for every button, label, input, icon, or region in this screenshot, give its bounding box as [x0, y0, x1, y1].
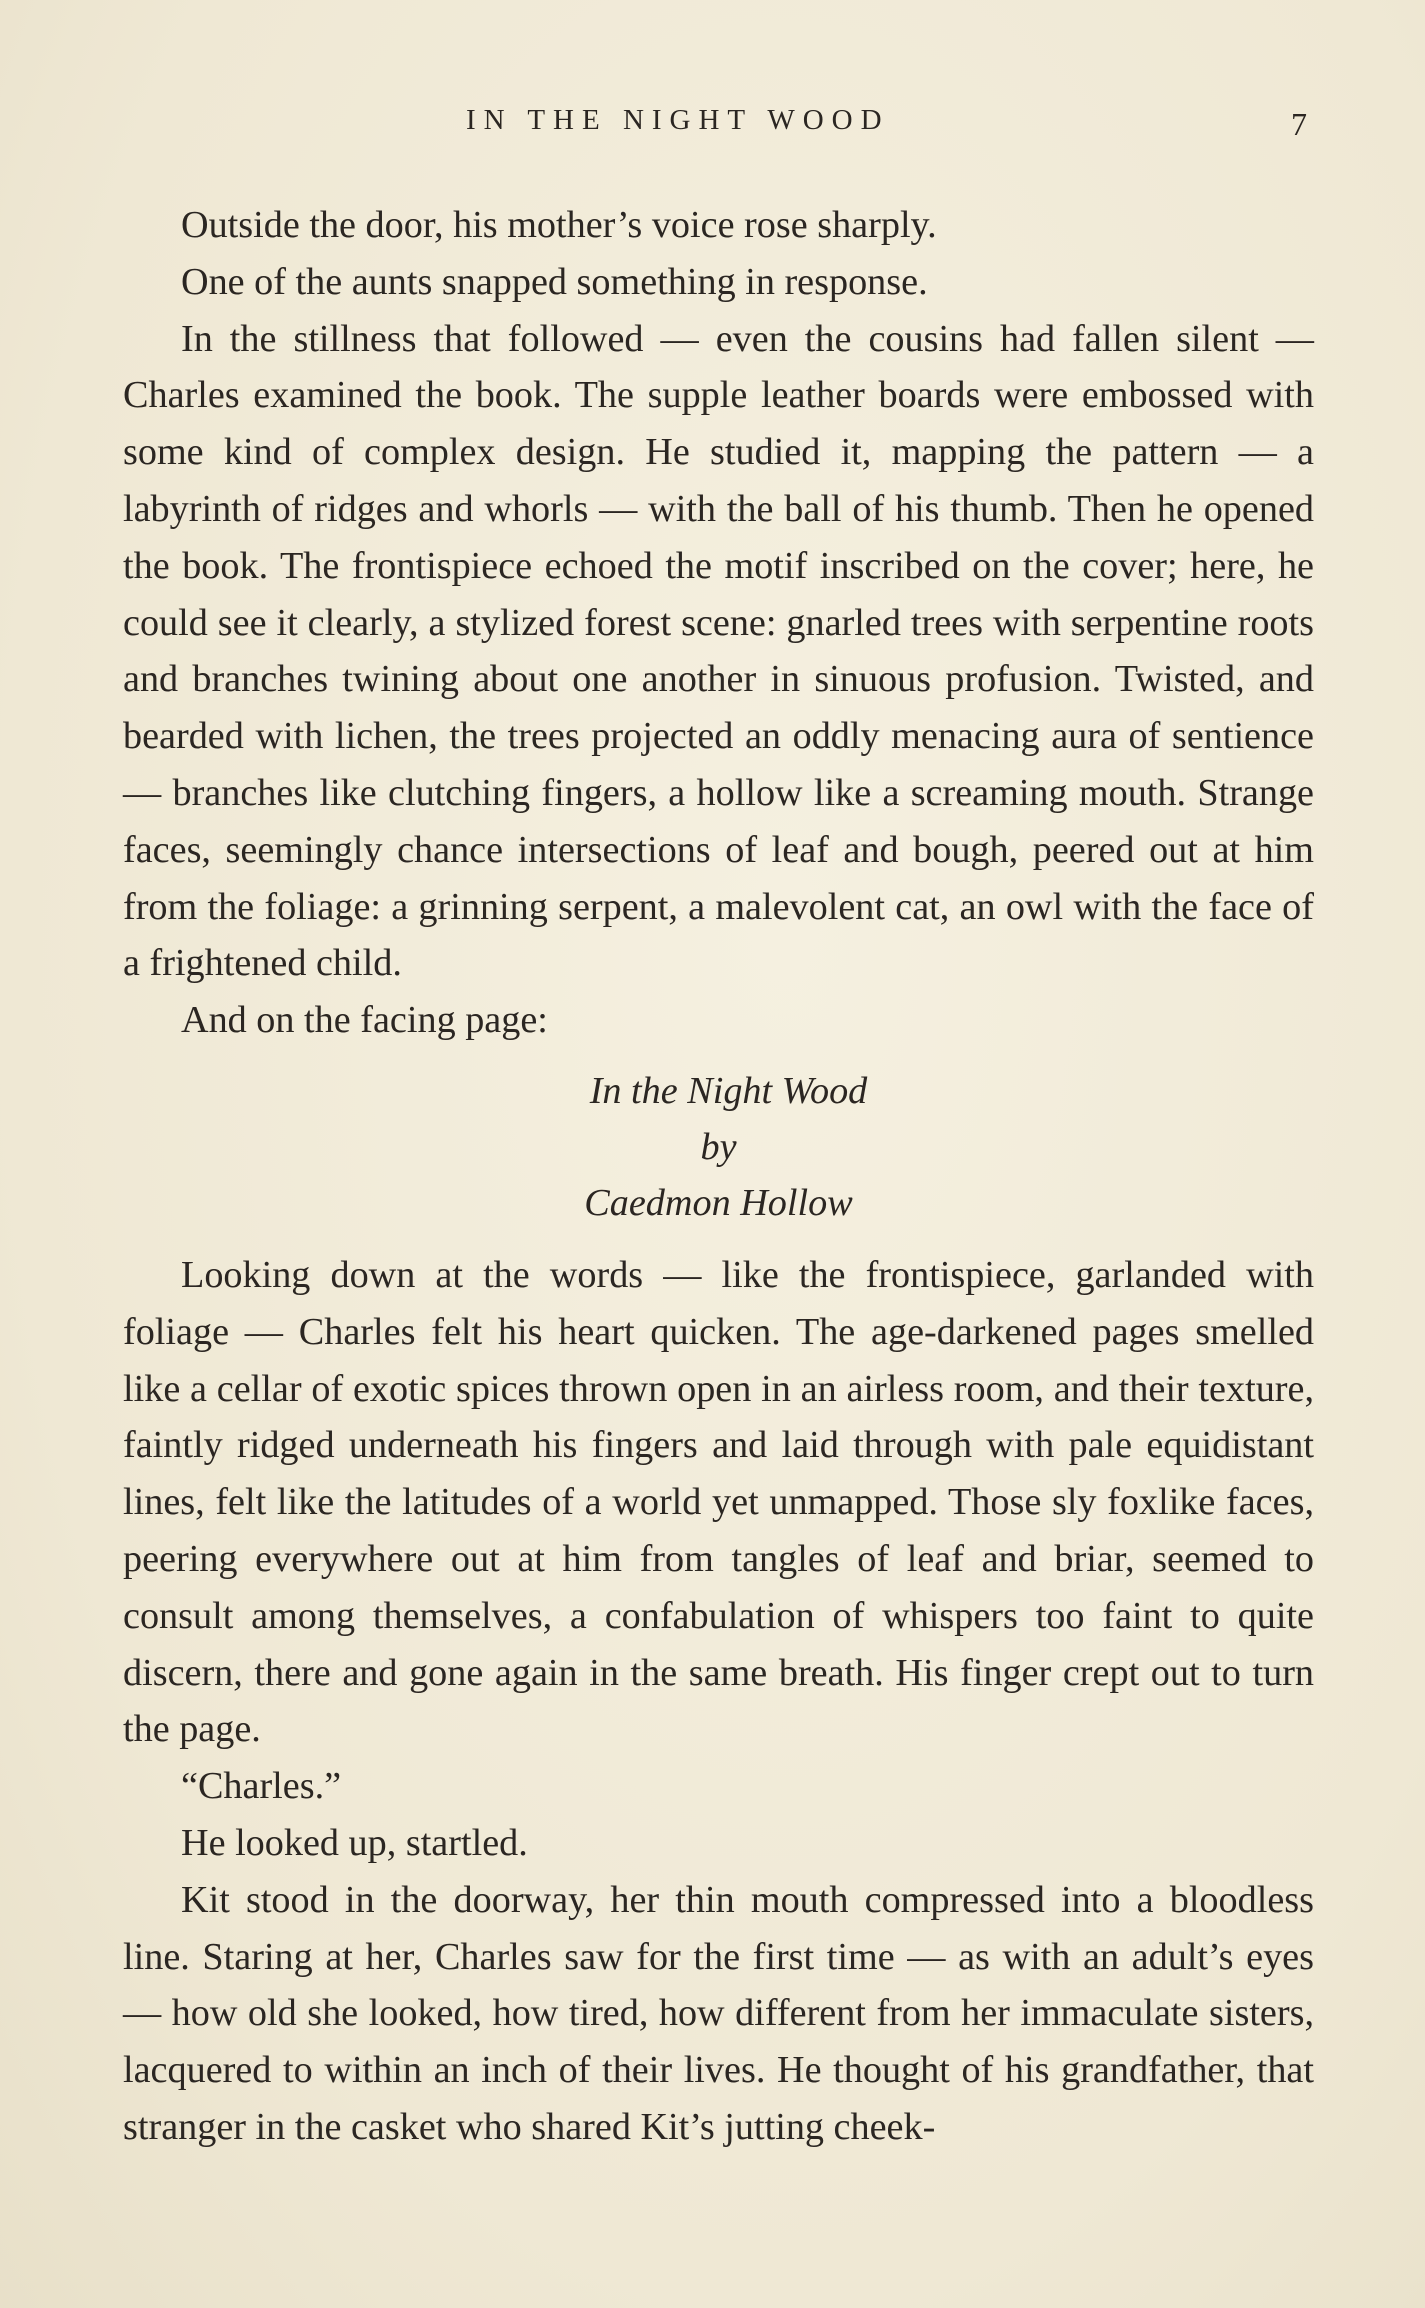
paragraph: “Charles.”	[181, 1765, 342, 1808]
paragraph: In the stillness that followed — even the cousins had fallen silent — Charles examined the book. The supple leather boards were embossed with some kind of complex design. He studied it, mapping the pattern — a labyrinth of ridges and whorls — with the ball of his thumb. Then he opened the book. The frontispiece echoed the motif inscribed on the cover; here, he could see it clearly, a stylized forest scene: gnarled trees with serpentine roots and branches twining about one another in sinuous profusion. Twisted, and bearded with lichen, the trees projected an oddly menacing aura of sentience — branches like clutching fingers, a hollow like a screaming mouth. Strange faces, seemingly chance intersections of leaf and bough, peered out at him from the foliage: a grinning serpent, a malevolent cat, an owl with the face of a frightened child.	[123, 317, 1314, 985]
paragraph: Outside the door, his mother’s voice rose sharply.	[181, 204, 937, 246]
byline-by: by	[700, 1125, 737, 1168]
paragraph: Looking down at the words — like the frontispiece, garlanded with foliage — Charles felt his heart quicken. The age-darkened pages smelled like a cellar of exotic spices thrown open in an airless room, and their texture, faintly ridged underneath his fingers and laid through with pale equidistant lines, felt like the latitudes of a world yet unmapped. Those sly foxlike faces, peering everywhere out at him from tangles of leaf and briar, seemed to consult among themselves, a confabulation of whispers too faint to quite discern, there and gone again in the same breath. His finger crept out to turn the page.	[123, 1253, 1314, 1751]
title-page-excerpt	[123, 1049, 1314, 1247]
paragraph: And on the facing page:	[181, 999, 548, 1042]
paragraph: One of the aunts snapped something in response.	[181, 260, 928, 303]
body-text	[123, 197, 1314, 2156]
paragraph: He looked up, startled.	[181, 1821, 528, 1864]
page-number: 7	[1291, 106, 1307, 142]
book-author: Caedmon Hollow	[584, 1181, 853, 1224]
book-title: In the Night Wood	[589, 1069, 868, 1112]
paragraph: Kit stood in the doorway, her thin mouth compressed into a bloodless line. Staring at her, Charles saw for the first time — as with an adult’s eyes — how old she looked, how tired, how different from her immaculate sisters, lacquered to within an inch of their lives. He thought of his grandfather, that stranger in the casket who shared Kit’s jutting cheek-	[123, 1878, 1314, 2148]
running-head: IN THE NIGHT WOOD	[466, 104, 890, 136]
